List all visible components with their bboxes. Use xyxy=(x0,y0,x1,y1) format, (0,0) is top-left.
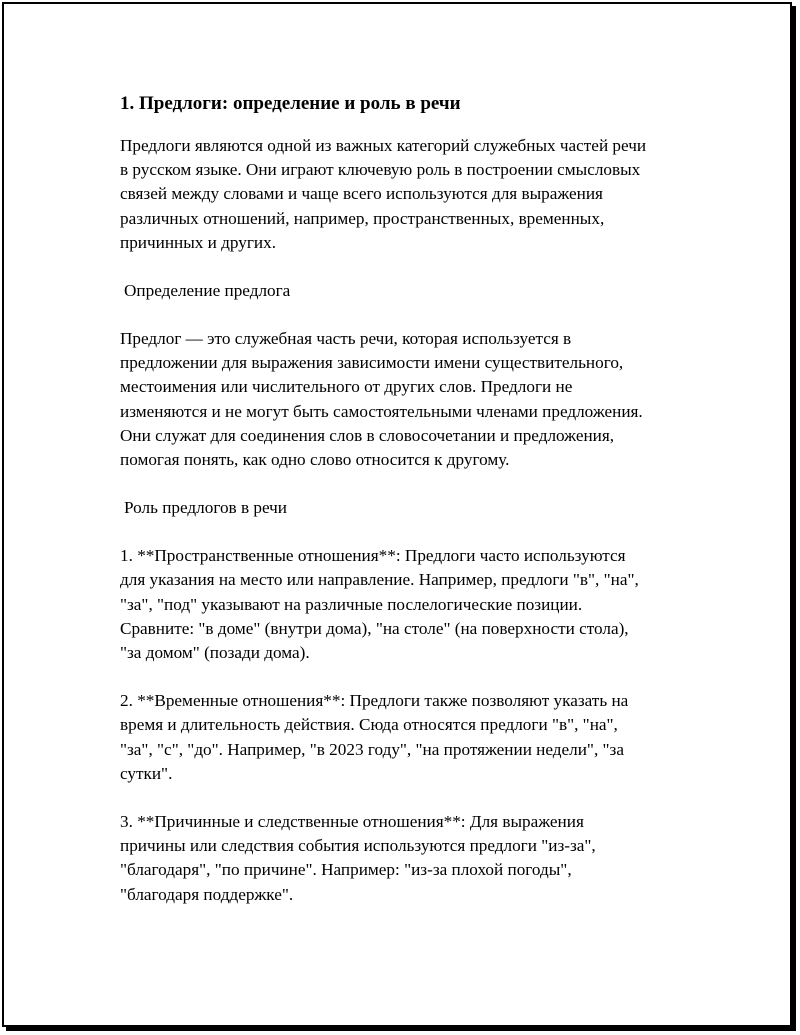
list-item-causal: 3. **Причинные и следственные отношения**: Для выражения причины или следствия события используются предлоги "из-за", "благодаря", "по причине". Например: "из-за плохой погоды", "благодаря поддержке". xyxy=(120,812,596,904)
definition-paragraph: Предлог — это служебная часть речи, которая используется в предложении для выражения зависимости имени существительного, местоимения или числительного от других слов. Предлоги не изменяются и не могут быть самостоятельными членами предложения. Они служат для соединения слов в словосочетании и предложения, помогая понять, как одно слово относится к другому. xyxy=(120,329,643,470)
list-item-spatial: 1. **Пространственные отношения**: Предлоги часто используются для указания на место или направление. Например, предлоги "в", "на", "за", "под" указывают на различные послелогические позиции. Сравните: "в доме" (внутри дома), "на столе" (на поверхности стола), "за домом" (позади дома). xyxy=(120,546,639,663)
section-heading: 1. Предлоги: определение и роль в речи xyxy=(120,93,461,114)
list-item-temporal: 2. **Временные отношения**: Предлоги также позволяют указать на время и длительность действия. Сюда относятся предлоги "в", "на", "за", "с", "до". Например, "в 2023 году", "на протяжении недели", "за сутки". xyxy=(120,691,629,783)
definition-subheading: Определение предлога xyxy=(124,281,291,301)
intro-paragraph: Предлоги являются одной из важных категорий служебных частей речи в русском языке. Они играют ключевую роль в построении смысловых связей между словами и чаще всего используются для выражения различных отношений, например, пространственных, временных, причинных и других. xyxy=(120,136,647,252)
page-frame xyxy=(2,2,792,1027)
role-subheading: Роль предлогов в речи xyxy=(124,498,287,518)
document-body xyxy=(120,92,710,931)
